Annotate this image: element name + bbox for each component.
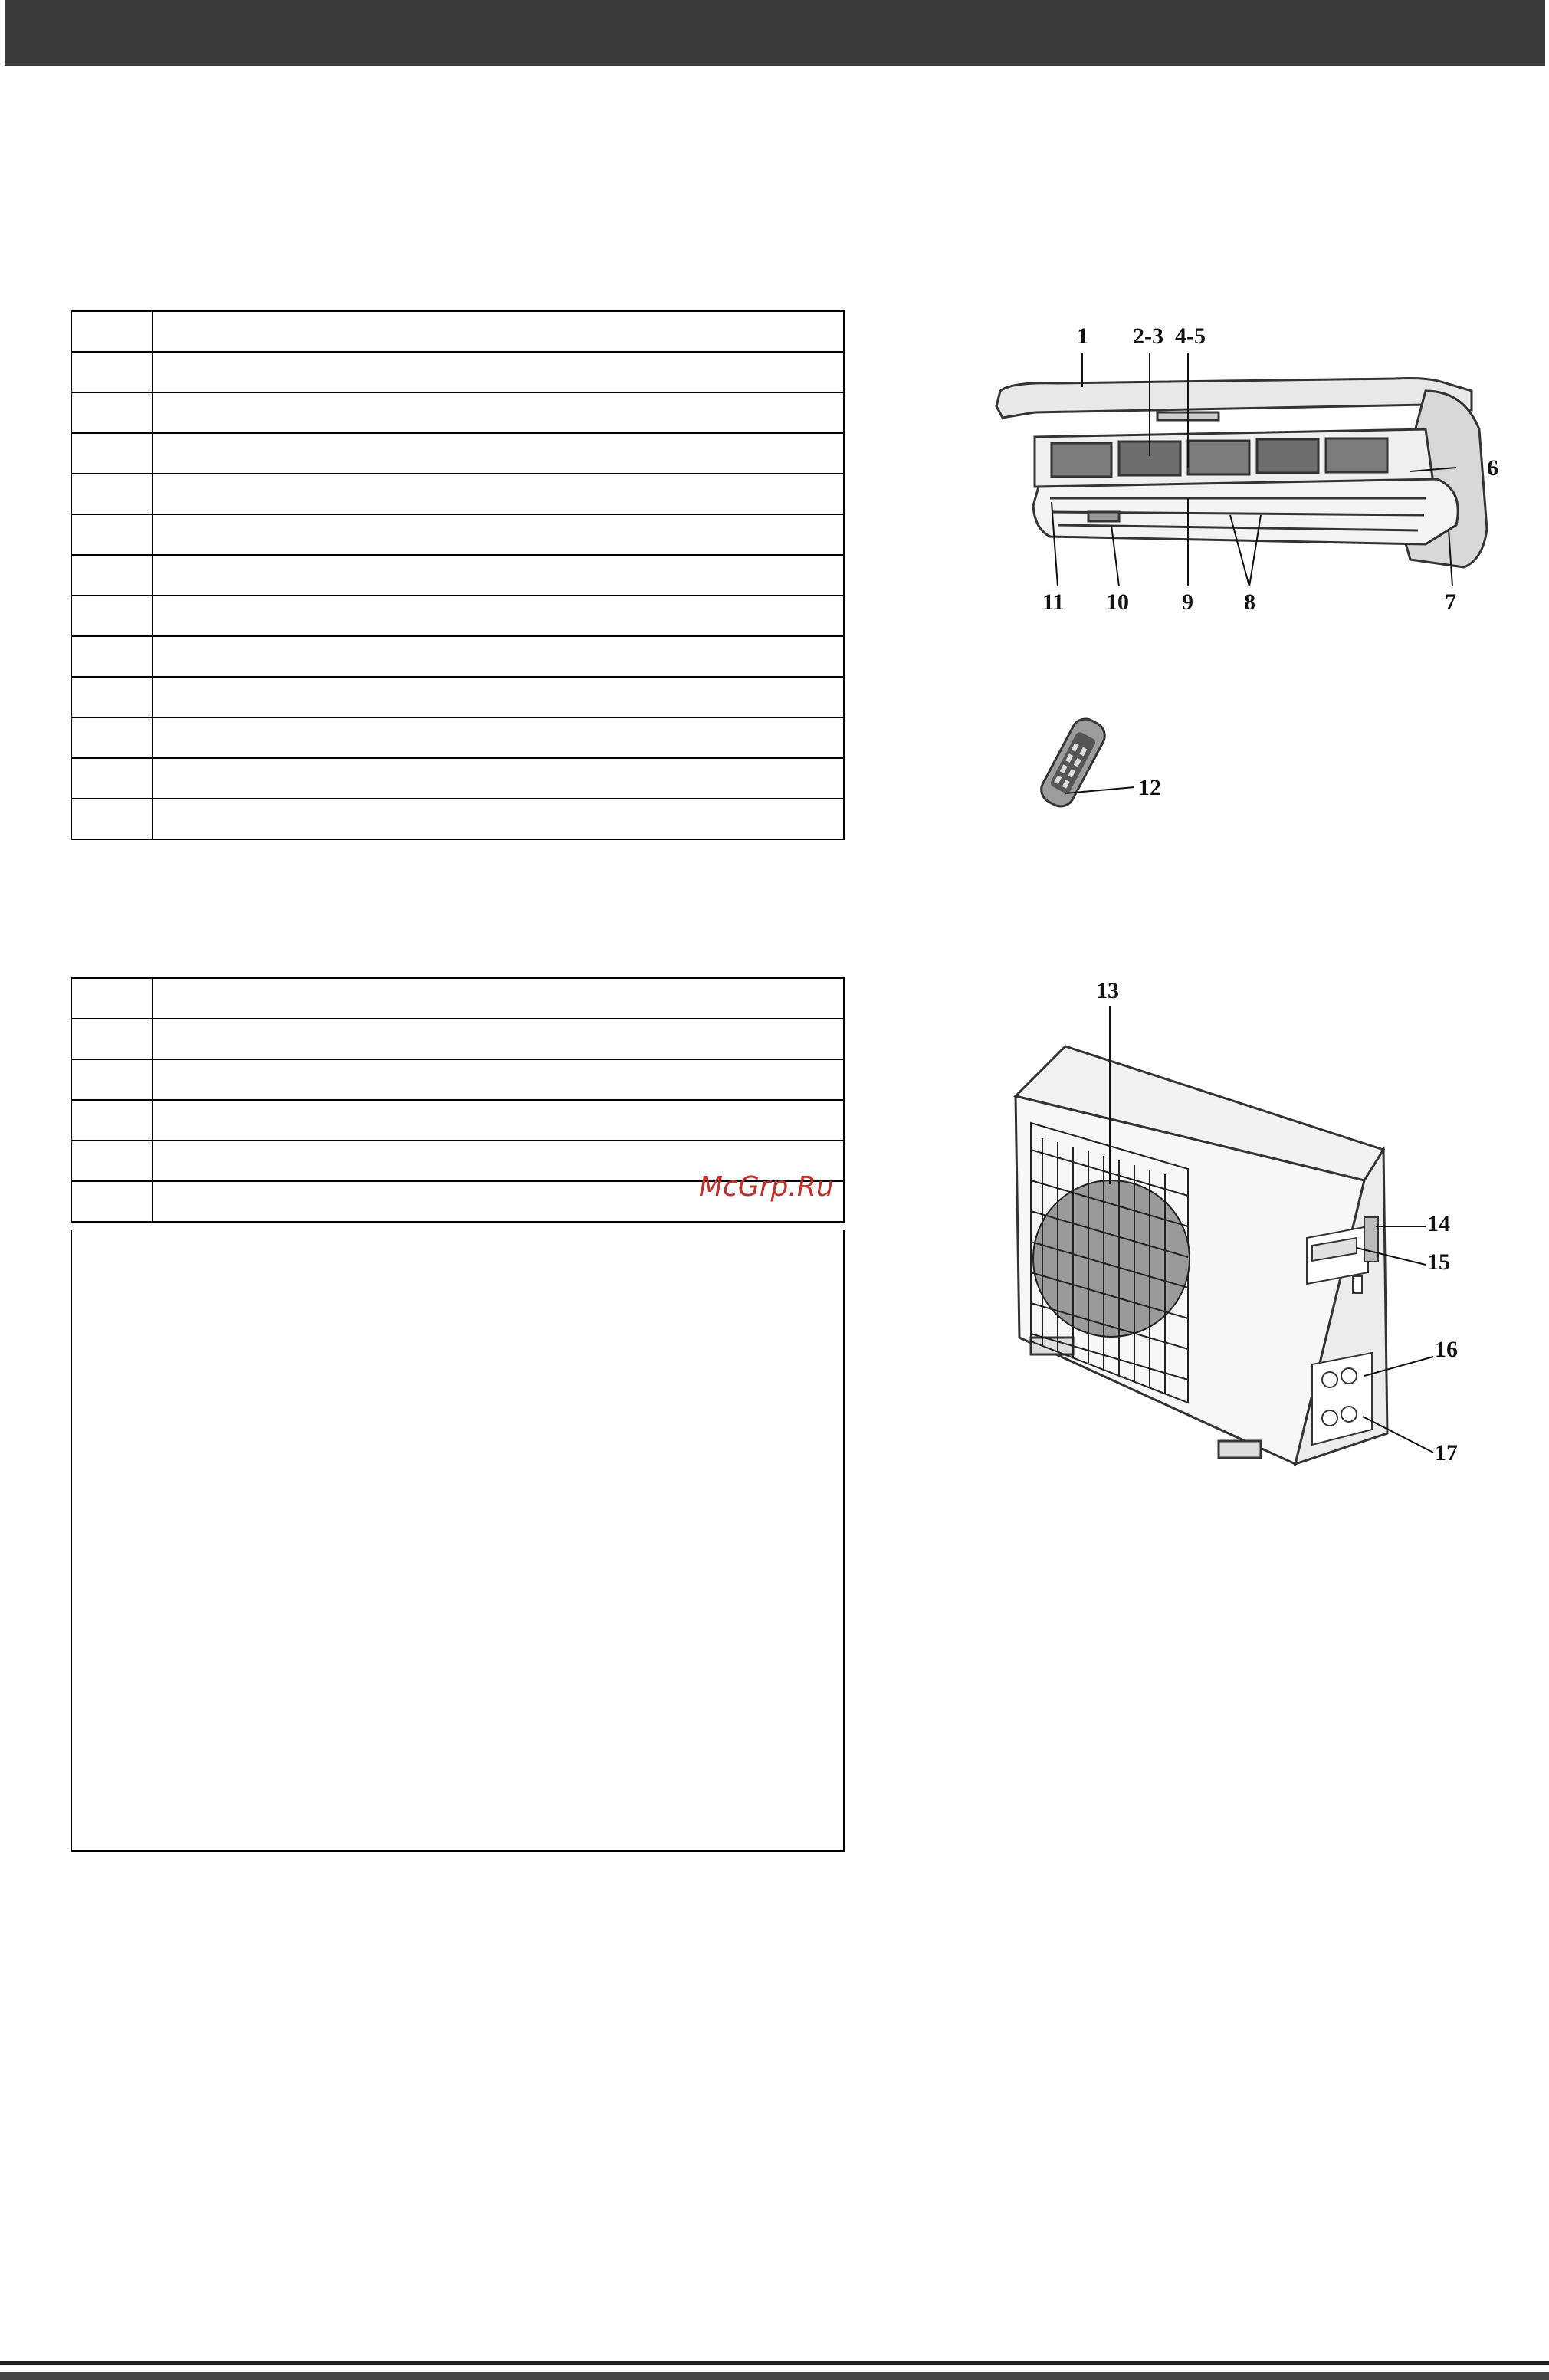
table-row bbox=[71, 1100, 844, 1141]
table-row bbox=[71, 514, 844, 555]
table-row bbox=[71, 799, 844, 839]
notes-box bbox=[71, 1230, 845, 1852]
callout-16: 16 bbox=[1435, 1337, 1458, 1362]
callout-4-5: 4-5 bbox=[1175, 323, 1206, 349]
callout-17: 17 bbox=[1435, 1440, 1458, 1466]
callout-13: 13 bbox=[1096, 978, 1119, 1003]
indoor-unit-diagram bbox=[966, 314, 1518, 621]
table-row bbox=[71, 311, 844, 352]
footer-bar bbox=[0, 2372, 1549, 2380]
callout-11: 11 bbox=[1042, 589, 1065, 615]
callout-1: 1 bbox=[1077, 323, 1088, 349]
footer-rule bbox=[0, 2361, 1549, 2365]
table-row bbox=[71, 636, 844, 677]
header-bar bbox=[5, 0, 1545, 66]
callout-9: 9 bbox=[1182, 589, 1193, 615]
table-row bbox=[71, 433, 844, 474]
table-row bbox=[71, 555, 844, 596]
remote-control-diagram bbox=[1012, 701, 1257, 824]
indoor-parts-table bbox=[71, 310, 845, 840]
table-row bbox=[71, 1059, 844, 1100]
callout-10: 10 bbox=[1106, 589, 1129, 615]
table-row bbox=[71, 392, 844, 433]
table-row bbox=[71, 474, 844, 514]
table-row bbox=[71, 758, 844, 799]
callout-7: 7 bbox=[1445, 589, 1456, 615]
table-row bbox=[71, 596, 844, 636]
watermark-text: McGrp.Ru bbox=[699, 1171, 834, 1203]
callout-6: 6 bbox=[1487, 455, 1498, 481]
table-row bbox=[71, 352, 844, 392]
callout-2-3: 2-3 bbox=[1133, 323, 1163, 349]
table-row bbox=[71, 717, 844, 758]
callout-15: 15 bbox=[1427, 1249, 1450, 1275]
table-row bbox=[71, 1019, 844, 1059]
callout-12: 12 bbox=[1138, 775, 1161, 800]
outdoor-unit-diagram bbox=[996, 973, 1502, 1479]
table-row bbox=[71, 677, 844, 717]
table-row bbox=[71, 978, 844, 1019]
callout-8: 8 bbox=[1244, 589, 1255, 615]
callout-14: 14 bbox=[1427, 1211, 1450, 1236]
